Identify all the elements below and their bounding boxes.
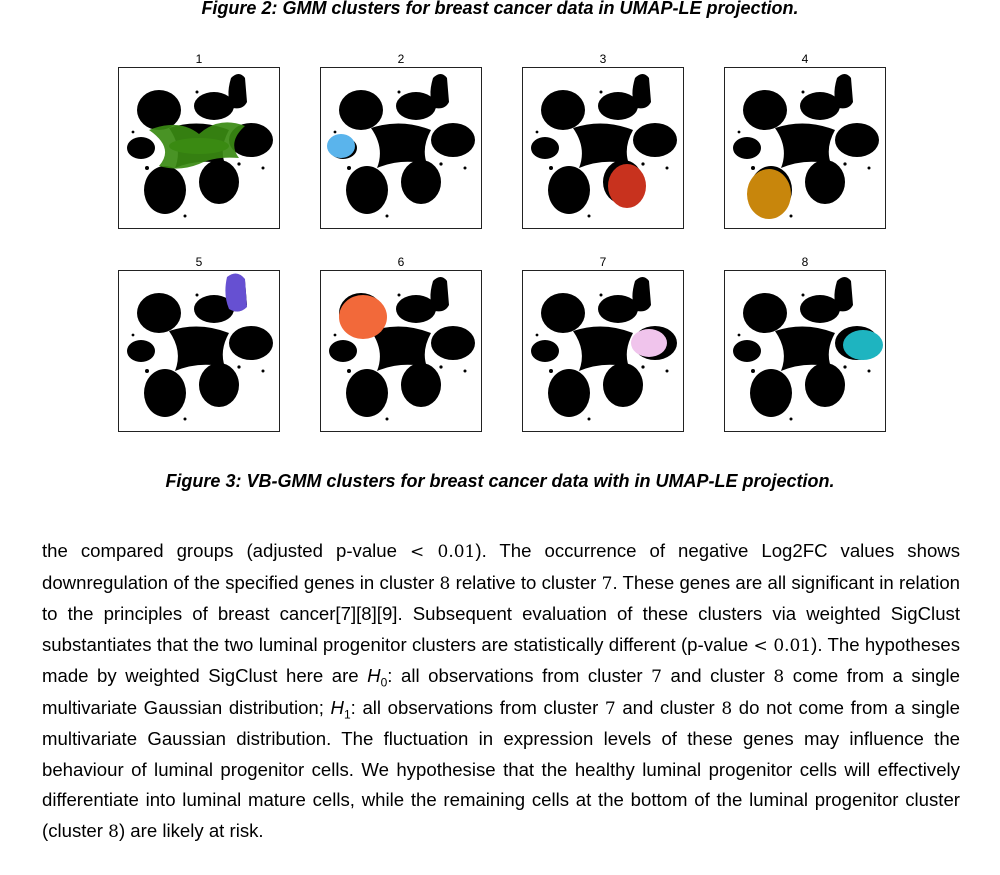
- figure-3-caption: Figure 3: VB-GMM clusters for breast cancer data with in UMAP-LE projection.: [165, 471, 835, 491]
- panel-plot-frame: [118, 67, 280, 229]
- text-run: : all observations from cluster: [387, 665, 652, 686]
- umap-scatter: [725, 271, 885, 431]
- text-run: do not come from a single multivariate Gaussian distribution. The fluctuation in expression levels of these genes may influence the behaviour of luminal progenitor cells. We hypothesise that the healthy luminal progenitor cells will effectively differentiate into luminal mature cells, while the remaining cells at the bottom of the luminal progenitor cluster (cluster: [42, 696, 960, 841]
- panel-plot-frame: [320, 67, 482, 229]
- math-subscript: 0: [380, 675, 388, 690]
- math-inline: 8: [108, 821, 119, 842]
- panel-plot-frame: [522, 270, 684, 432]
- umap-scatter: [321, 271, 481, 431]
- math-inline: 8: [773, 667, 785, 687]
- text-run: ) are likely at risk.: [118, 819, 264, 841]
- math-inline: 8: [721, 698, 733, 719]
- umap-scatter: [725, 68, 885, 228]
- text-run: and cluster: [661, 665, 774, 686]
- panel-label: 3: [599, 52, 607, 66]
- umap-scatter: [119, 271, 279, 431]
- umap-scatter: [523, 68, 683, 228]
- text-run: come from a single multivariate Gaussian distribution;: [42, 665, 960, 718]
- math-inline: < 0.01: [410, 542, 476, 562]
- panel-label: 4: [801, 52, 809, 66]
- text-run: ). The hypotheses made by weighted SigClust here are: [42, 633, 961, 686]
- panel-label: 1: [195, 52, 203, 66]
- math-symbol-h0: H: [367, 665, 381, 686]
- math-symbol-h1: H: [330, 696, 344, 718]
- text-run: and cluster: [615, 696, 722, 718]
- math-subscript: 1: [343, 707, 351, 722]
- body-paragraph: [42, 536, 960, 847]
- figure-2-caption: Figure 2: GMM clusters for breast cancer data in UMAP-LE projection.: [201, 0, 799, 18]
- panel-plot-frame: [724, 270, 886, 432]
- text-run: . These genes are all significant in relation to the principles of breast cancer[7][8][9]. Subsequent evaluation of these clusters via weighted SigClust substantiates that the two luminal progenitor clusters are statistically different (p-value: [42, 571, 961, 655]
- text-run: relative to cluster: [450, 571, 602, 593]
- math-inline: 8: [439, 573, 451, 594]
- math-inline: < 0.01: [753, 635, 812, 656]
- panel-label: 8: [801, 255, 809, 269]
- text-run: the compared groups (adjusted p-value: [42, 540, 410, 561]
- panel-label: 6: [397, 255, 405, 269]
- text-run: ). The occurrence of negative Log2FC values shows downregulation of the specified genes in cluster: [42, 540, 961, 593]
- panel-plot-frame: [724, 67, 886, 229]
- panel-plot-frame: [118, 270, 280, 432]
- text-run: : all observations from cluster: [350, 696, 605, 718]
- panel-label: 5: [195, 255, 203, 269]
- umap-scatter: [119, 68, 279, 228]
- umap-scatter: [321, 68, 481, 228]
- math-inline: 7: [651, 667, 662, 687]
- panel-label: 2: [397, 52, 405, 66]
- panel-plot-frame: [320, 270, 482, 432]
- math-inline: 7: [601, 573, 613, 594]
- panel-label: 7: [599, 255, 607, 269]
- panel-plot-frame: [522, 67, 684, 229]
- umap-scatter: [523, 271, 683, 431]
- math-inline: 7: [604, 698, 616, 719]
